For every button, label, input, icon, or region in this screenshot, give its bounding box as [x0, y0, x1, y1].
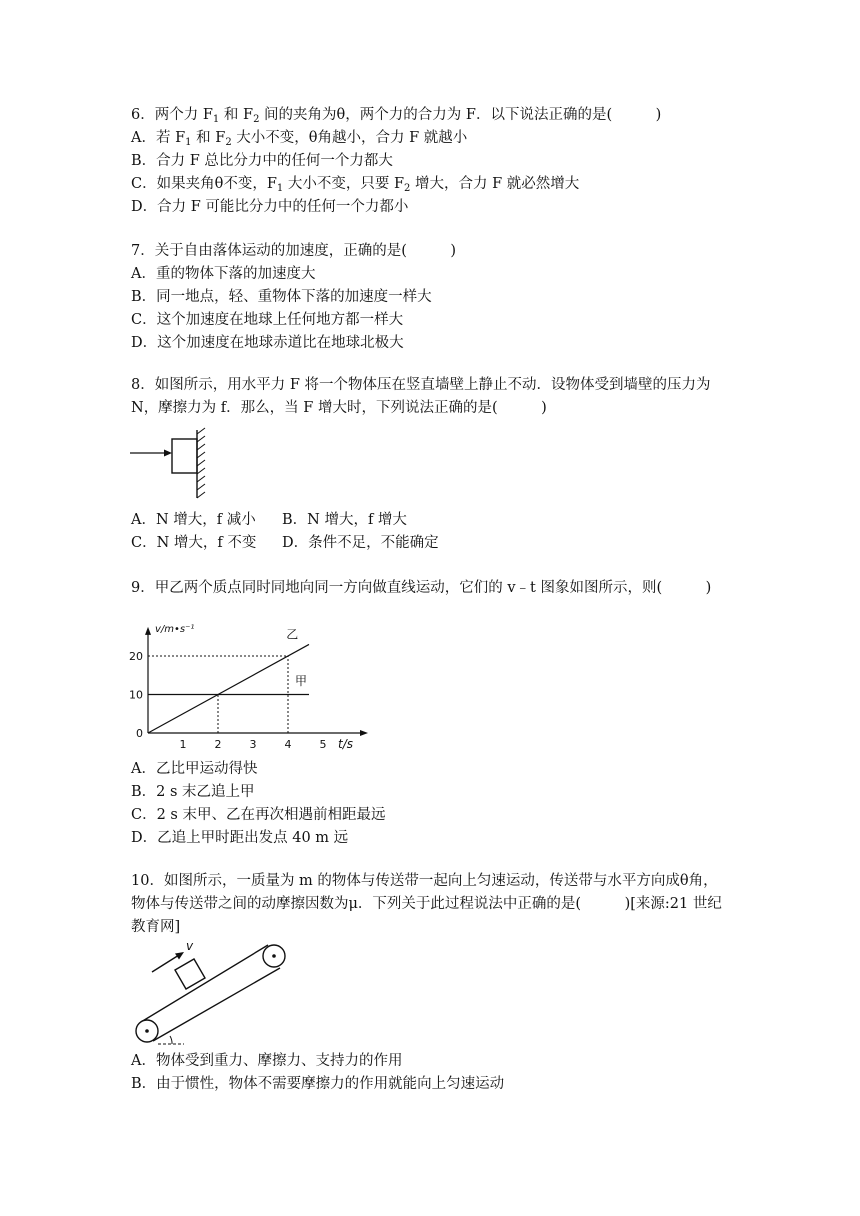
q10-options [131, 1050, 741, 1096]
q10-option-b: B．由于惯性，物体不需要摩擦力的作用就能向上匀速运动 [131, 1076, 505, 1092]
velocity-arrow-head [175, 952, 184, 960]
y-axis-arrow [145, 627, 151, 635]
v-t-chart [128, 602, 368, 758]
q10-stem-line-3: 教育网] [131, 919, 181, 935]
series-label-1: 甲 [295, 673, 308, 688]
x-tick-label-5: 5 [319, 738, 327, 751]
wall-hatching [197, 428, 205, 498]
q10-stem-line-2: 物体与传送带之间的动摩擦因数为μ．下列关于此过程说法中正确的是( )[来源:21 世纪 [131, 896, 722, 912]
q8-options [131, 509, 741, 555]
velocity-label: v [186, 939, 194, 953]
series-label-2: 乙 [286, 627, 299, 642]
lower-roller-axle [145, 1029, 149, 1033]
belt-top-line [141, 945, 268, 1022]
object-block [175, 959, 205, 989]
x-tick-label-2: 2 [214, 738, 222, 751]
q9-option-c: C．2 s 末甲、乙在再次相遇前相距最远 [131, 807, 386, 823]
q9-option-d: D．乙追上甲时距出发点 40 m 远 [131, 830, 349, 846]
q7-option-b: B．同一地点，轻、重物体下落的加速度一样大 [131, 289, 432, 305]
belt-bottom-line [153, 968, 280, 1041]
q10-option-a: A．物体受到重力、摩擦力、支持力的作用 [131, 1053, 403, 1069]
q7-option-a: A．重的物体下落的加速度大 [131, 266, 316, 282]
q6-option-b: B．合力 F 总比分力中的任何一个力都大 [131, 153, 393, 169]
x-tick-label-4: 4 [284, 738, 292, 751]
q8-stem-line-1: 8．如图所示，用水平力 F 将一个物体压在竖直墙壁上静止不动．设物体受到墙壁的压力为 [131, 377, 711, 393]
question-8 [131, 374, 741, 420]
q8-option-a: A．N 增大，f 减小 [131, 512, 256, 528]
q9-option-b: B．2 s 末乙追上甲 [131, 784, 255, 800]
q7-option-d: D．这个加速度在地球赤道比在地球北极大 [131, 335, 404, 351]
q8-option-c: C．N 增大，f 不变 [131, 535, 257, 551]
q9-stem: 9．甲乙两个质点同时同地向同一方向做直线运动，它们的 v﹣t 图象如图所示，则( ) [131, 580, 712, 596]
angle-arc [170, 1036, 172, 1044]
x-axis-arrow [360, 730, 368, 736]
question-7 [131, 240, 741, 355]
wall-block-figure [128, 426, 218, 500]
q10-stem-line-1: 10．如图所示，一质量为 m 的物体与传送带一起向上匀速运动，传送带与水平方向成θ角， [131, 873, 718, 889]
q6-option-c: C．如果夹角θ不变，$F_1$ 大小不变，只要 $F_2$ 增大，合力 F 就必然增大 [131, 176, 580, 194]
q9-option-a: A．乙比甲运动得快 [131, 761, 258, 777]
question-10 [131, 870, 741, 939]
q8-option-d: D．条件不足，不能确定 [282, 535, 439, 551]
q6-option-d: D．合力 F 可能比分力中的任何一个力都小 [131, 199, 409, 215]
chart-y-axis-label: v/m•s⁻¹ [155, 623, 195, 635]
series-line-2 [148, 644, 309, 733]
question-9 [131, 577, 741, 600]
y-tick-label-10: 10 [129, 688, 143, 702]
q6-option-a: A．若 $F_1$ 和 $F_2$ 大小不变，θ角越小，合力 F 就越小 [131, 130, 468, 148]
chart-x-axis-label: t/s [338, 737, 353, 751]
x-tick-label-1: 1 [179, 738, 187, 751]
y-tick-label-20: 20 [129, 650, 143, 663]
force-arrow-head [164, 450, 172, 457]
upper-roller-axle [272, 954, 276, 958]
q9-options [131, 758, 741, 850]
conveyor-belt-figure [128, 938, 294, 1050]
q6-stem: 6．两个力 $F_1$ 和 $F_2$ 间的夹角为θ，两个力的合力为 F．以下说法正确的是( ) [131, 107, 662, 125]
q8-stem-line-2: N，摩擦力为 f．那么，当 F 增大时，下列说法正确的是( ) [131, 400, 547, 416]
q8-option-b: B．N 增大，f 增大 [282, 512, 407, 528]
question-6 [131, 104, 741, 219]
block [172, 439, 197, 473]
x-tick-label-3: 3 [249, 738, 257, 751]
q7-option-c: C．这个加速度在地球上任何地方都一样大 [131, 312, 404, 328]
q7-stem: 7．关于自由落体运动的加速度，正确的是( ) [131, 243, 457, 259]
y-tick-label-0: 0 [136, 727, 143, 740]
